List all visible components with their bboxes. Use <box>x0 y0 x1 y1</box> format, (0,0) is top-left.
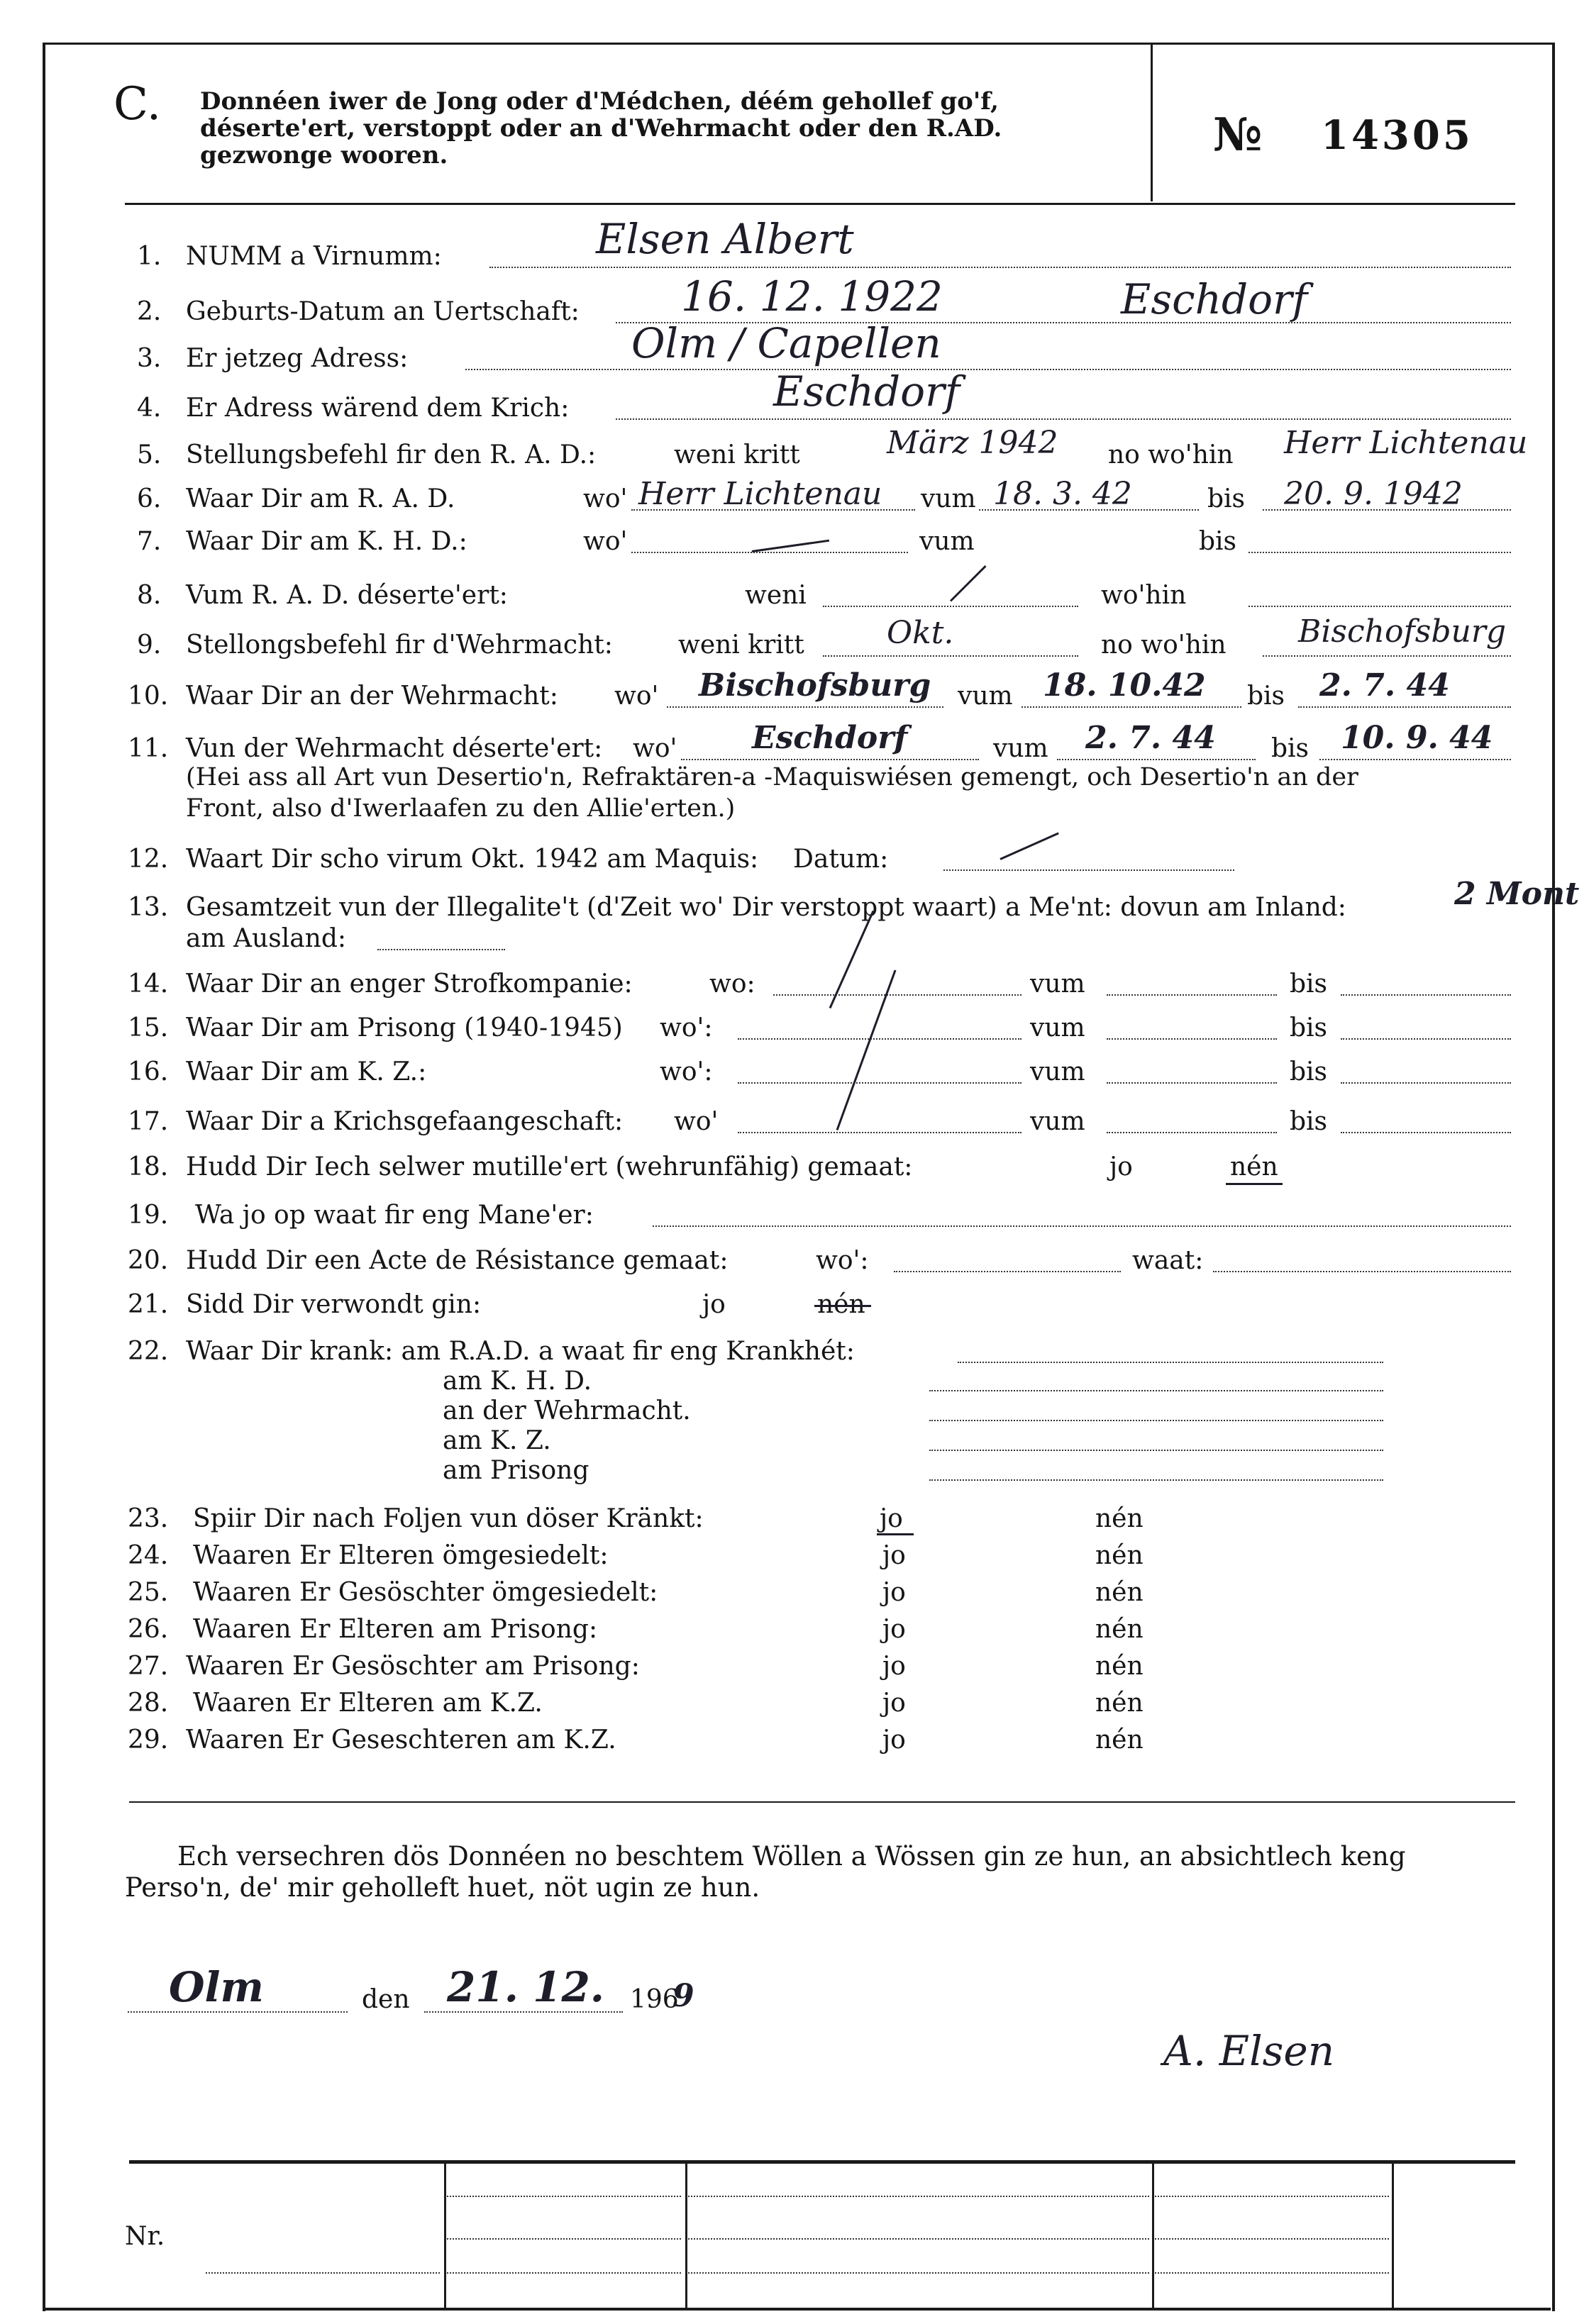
field-line <box>958 1362 1383 1363</box>
field-label: wo': <box>816 1246 869 1275</box>
handwritten-wehrmacht-order-date: Okt. <box>887 615 954 651</box>
handwritten-desertion-to: 10. 9. 44 <box>1341 720 1493 756</box>
field-label: vum <box>993 734 1048 763</box>
field-line <box>1057 759 1256 760</box>
field-label: bis <box>1207 484 1246 513</box>
row-number: 3. <box>137 344 162 373</box>
handwritten-inland-duration: 2 Mont <box>1454 876 1580 912</box>
option-jo: jo <box>882 1725 906 1755</box>
field-label: Waar Dir am K. H. D.: <box>186 527 467 556</box>
row-number: 5. <box>137 440 162 469</box>
row-number: 12. <box>128 845 169 874</box>
row-number: 21. <box>128 1290 169 1319</box>
field-label: Waar Dir am R. A. D. <box>186 484 455 513</box>
row-number: 16. <box>128 1057 169 1086</box>
field-label: wo' <box>614 682 659 711</box>
field-label: vum <box>919 527 975 556</box>
field-line <box>1248 606 1511 607</box>
field-line <box>681 759 979 760</box>
field-line <box>1319 759 1511 760</box>
field-label: Waaren Er Elteren ömgesiedelt: <box>193 1541 609 1570</box>
handwritten-war-address: Eschdorf <box>773 367 960 416</box>
footer-line <box>206 2272 440 2274</box>
field-label: Sidd Dir verwondt gin: <box>186 1290 482 1319</box>
handwritten-current-address: Olm / Capellen <box>631 319 941 367</box>
field-line <box>667 706 943 708</box>
handwritten-rad-to: 20. 9. 1942 <box>1284 476 1463 512</box>
year-prefix: 196 <box>630 1985 679 2014</box>
footer-line <box>688 2272 1149 2274</box>
handwritten-year-digit: 9 <box>672 1978 694 2014</box>
field-line <box>823 655 1078 657</box>
handwritten-desertion-where: Eschdorf <box>752 720 908 756</box>
number-sign: № <box>1213 109 1263 162</box>
field-sublabel: an der Wehrmacht. <box>443 1396 691 1425</box>
handwritten-rad-date: März 1942 <box>887 425 1058 461</box>
field-label: Gesamtzeit vun der Illegalite't (d'Zeit wo' Dir verstoppt waart) a Me'nt: dovun am Inland: <box>186 893 1346 922</box>
field-label: Waaren Er Gesöschter am Prisong: <box>186 1652 640 1681</box>
handwritten-sign-date: 21. 12. <box>447 1963 605 2011</box>
row-number: 6. <box>137 484 162 513</box>
field-label: weni kritt <box>674 440 800 469</box>
field-label: Er Adress wärend dem Krich: <box>186 394 570 423</box>
field-label: vum <box>958 682 1013 711</box>
footer-line <box>447 2196 681 2197</box>
field-line <box>616 418 1511 420</box>
field-label: wo': <box>660 1057 713 1086</box>
field-label: weni kritt <box>678 630 804 660</box>
field-label: Waar Dir a Krichsgefaangeschaft: <box>186 1107 624 1136</box>
field-line <box>943 869 1234 871</box>
field-line <box>929 1479 1383 1481</box>
header-intro: Donnéen iwer de Jong oder d'Médchen, déém gehollef go'f, déserte'ert, verstoppt oder an d'Wehrmacht oder den R.AD. gezwonge wooren. <box>200 87 1002 169</box>
selection-underline <box>877 1533 914 1535</box>
option-nen: nén <box>1095 1578 1144 1607</box>
handwritten-wehrmacht-where: Bischofsburg <box>699 667 931 704</box>
field-label: Waaren Er Elteren am Prisong: <box>193 1615 598 1644</box>
field-label: wo' <box>583 484 628 513</box>
footer-col-divider <box>444 2163 446 2308</box>
option-nen-selected: nén <box>1230 1152 1278 1182</box>
option-jo-selected: jo <box>880 1504 903 1533</box>
row-number: 2. <box>137 297 162 326</box>
field-line <box>738 1132 1022 1133</box>
field-label: vum <box>1030 1057 1085 1086</box>
field-line <box>1107 994 1277 996</box>
field-label: wo': <box>660 1013 713 1043</box>
footer-col-divider <box>685 2163 687 2308</box>
field-label: Waar Dir an der Wehrmacht: <box>186 682 558 711</box>
field-note: Front, also d'Iwerlaafen zu den Allie'erten.) <box>186 794 736 823</box>
row-number: 24. <box>128 1541 169 1570</box>
field-label: waat: <box>1132 1246 1204 1275</box>
handwritten-sign-place: Olm <box>169 1963 264 2011</box>
option-jo: jo <box>882 1541 906 1570</box>
field-label: bis <box>1247 682 1285 711</box>
field-line <box>128 2011 348 2013</box>
field-line <box>424 2011 623 2013</box>
footer-line <box>688 2196 1149 2197</box>
field-line <box>773 994 1022 996</box>
declaration-text: Perso'n, de' mir geholleft huet, nöt ugin ze hun. <box>125 1872 760 1903</box>
field-sublabel: am K. H. D. <box>443 1367 592 1396</box>
row-number: 25. <box>128 1578 169 1607</box>
field-note: (Hei ass all Art vun Desertio'n, Refraktären-a -Maquiswiésen gemengt, och Desertio'n an der <box>186 763 1358 791</box>
handwritten-wehrmacht-to: 2. 7. 44 <box>1319 667 1450 704</box>
row-number: 23. <box>128 1504 169 1533</box>
field-label: am Ausland: <box>186 924 347 953</box>
row-number: 29. <box>128 1725 169 1755</box>
field-line <box>1107 1132 1277 1133</box>
row-number: 9. <box>137 630 162 660</box>
footer-col-divider <box>1392 2163 1394 2308</box>
row-number: 8. <box>137 581 162 610</box>
option-jo: jo <box>702 1290 726 1319</box>
handwritten-birth-date: 16. 12. 1922 <box>681 272 943 321</box>
footer-line <box>447 2272 681 2274</box>
row-number: 18. <box>128 1152 169 1182</box>
field-line <box>377 949 505 950</box>
field-label: den <box>362 1985 410 2014</box>
field-line <box>1263 655 1511 657</box>
field-line <box>738 1082 1022 1084</box>
field-label: Vum R. A. D. déserte'ert: <box>186 581 508 610</box>
field-label: bis <box>1290 969 1328 999</box>
field-label: no wo'hin <box>1101 630 1227 660</box>
field-line <box>929 1390 1383 1391</box>
handwritten-birth-place: Eschdorf <box>1121 275 1308 323</box>
field-label: bis <box>1290 1013 1328 1043</box>
field-label: wo' <box>583 527 628 556</box>
option-jo: jo <box>882 1578 906 1607</box>
field-label: Spiir Dir nach Foljen vun döser Kränkt: <box>193 1504 704 1533</box>
footer-rule <box>129 2160 1515 2164</box>
field-label: vum <box>1030 1107 1085 1136</box>
option-nen: nén <box>1095 1615 1144 1644</box>
footer-line <box>447 2238 681 2240</box>
field-line <box>489 267 1511 268</box>
header-rule <box>125 203 1515 205</box>
option-nen: nén <box>1095 1504 1144 1533</box>
handwritten-rad-from: 18. 3. 42 <box>993 476 1132 512</box>
field-line <box>929 1420 1383 1421</box>
field-label: bis <box>1199 527 1237 556</box>
option-nen: nén <box>1095 1541 1144 1570</box>
declaration-text: Ech versechren dös Donnéen no beschtem Wöllen a Wössen gin ze hun, an absichtlech keng <box>177 1841 1406 1872</box>
field-label: Waar Dir am Prisong (1940-1945) <box>186 1013 623 1043</box>
field-label: Waar Dir an enger Strofkompanie: <box>186 969 633 999</box>
field-label: Er jetzeg Adress: <box>186 344 409 373</box>
row-number: 13. <box>128 893 169 922</box>
option-jo: jo <box>1109 1152 1133 1182</box>
option-jo: jo <box>882 1689 906 1718</box>
selection-underline <box>1226 1183 1283 1185</box>
option-jo: jo <box>882 1615 906 1644</box>
field-label: Stellongsbefehl fir d'Wehrmacht: <box>186 630 613 660</box>
row-number: 1. <box>137 242 162 271</box>
option-nen: nén <box>1095 1689 1144 1718</box>
field-label: Waaren Er Elteren am K.Z. <box>193 1689 543 1718</box>
field-line <box>929 1450 1383 1451</box>
field-label: Waaren Er Gesöschter ömgesiedelt: <box>193 1578 658 1607</box>
field-label: NUMM a Virnumm: <box>186 242 442 271</box>
field-line <box>631 552 908 553</box>
row-number: 4. <box>137 394 162 423</box>
field-label: Waar Dir am K. Z.: <box>186 1057 427 1086</box>
handwritten-desertion-from: 2. 7. 44 <box>1085 720 1216 756</box>
field-label: Vun der Wehrmacht déserte'ert: <box>186 734 603 763</box>
field-line <box>1248 552 1511 553</box>
field-line <box>1107 1038 1277 1040</box>
footer-line <box>1155 2238 1389 2240</box>
field-label: Stellungsbefehl fir den R. A. D.: <box>186 440 597 469</box>
footer-col-divider <box>1152 2163 1154 2308</box>
field-sublabel: am K. Z. <box>443 1426 551 1455</box>
field-label: wo' <box>633 734 677 763</box>
field-label: Waart Dir scho virum Okt. 1942 am Maquis: <box>186 845 759 874</box>
field-label: vum <box>1030 969 1085 999</box>
selection-strike <box>814 1305 871 1307</box>
footer-line <box>688 2238 1149 2240</box>
field-label: Waar Dir krank: am R.A.D. a waat fir eng Krankhét: <box>186 1337 855 1366</box>
row-number: 17. <box>128 1107 169 1136</box>
field-label: wo: <box>709 969 755 999</box>
row-number: 14. <box>128 969 169 999</box>
option-nen: nén <box>1095 1652 1144 1681</box>
field-line <box>653 1225 1511 1227</box>
field-line <box>1107 1082 1277 1084</box>
field-label: vum <box>1030 1013 1085 1043</box>
field-label: bis <box>1290 1057 1328 1086</box>
option-jo: jo <box>882 1652 906 1681</box>
row-number: 27. <box>128 1652 169 1681</box>
footer-line <box>1155 2272 1389 2274</box>
option-nen-selected: nén <box>817 1290 865 1319</box>
handwritten-wehrmacht-from: 18. 10.42 <box>1043 667 1206 704</box>
row-number: 10. <box>128 682 169 711</box>
field-line <box>823 606 1078 607</box>
field-label: Wa jo op waat fir eng Mane'er: <box>195 1201 594 1230</box>
section-rule <box>129 1801 1515 1803</box>
field-label: Geburts-Datum an Uertschaft: <box>186 297 580 326</box>
field-label: Hudd Dir een Acte de Résistance gemaat: <box>186 1246 729 1275</box>
field-line <box>1341 1132 1511 1133</box>
footer-nr-label: Nr. <box>125 2222 165 2251</box>
row-number: 19. <box>128 1201 169 1230</box>
row-number: 20. <box>128 1246 169 1275</box>
handwritten-rad-where: Herr Lichtenau <box>638 476 882 512</box>
field-line <box>1341 1082 1511 1084</box>
field-line <box>894 1271 1121 1272</box>
field-line <box>1022 706 1241 708</box>
field-line <box>1213 1271 1511 1272</box>
option-nen: nén <box>1095 1725 1144 1755</box>
field-label: wo' <box>674 1107 719 1136</box>
row-number: 28. <box>128 1689 169 1718</box>
field-label: Hudd Dir Iech selwer mutille'ert (wehrunfähig) gemaat: <box>186 1152 913 1182</box>
field-label: Waaren Er Geseschteren am K.Z. <box>186 1725 616 1755</box>
field-label: wo'hin <box>1101 581 1187 610</box>
handwritten-signature: A. Elsen <box>1163 2027 1335 2075</box>
header-divider <box>1151 44 1153 201</box>
field-label: Datum: <box>793 845 889 874</box>
field-label: vum <box>921 484 976 513</box>
field-line <box>1341 994 1511 996</box>
footer-line <box>1155 2196 1389 2197</box>
row-number: 15. <box>128 1013 169 1043</box>
row-number: 11. <box>128 734 169 763</box>
field-line <box>1298 706 1511 708</box>
field-sublabel: am Prisong <box>443 1456 589 1485</box>
handwritten-rad-place: Herr Lichtenau <box>1284 425 1528 461</box>
page-bottom-rule <box>44 2308 1551 2311</box>
section-letter: C. <box>114 78 162 130</box>
row-number: 22. <box>128 1337 169 1366</box>
field-line <box>465 369 1511 370</box>
row-number: 7. <box>137 527 162 556</box>
handwritten-wehrmacht-order-place: Bischofsburg <box>1298 613 1507 650</box>
field-label: no wo'hin <box>1108 440 1234 469</box>
field-line <box>1341 1038 1511 1040</box>
handwritten-name: Elsen Albert <box>596 215 854 263</box>
field-label: bis <box>1290 1107 1328 1136</box>
field-line <box>738 1038 1022 1040</box>
field-label: bis <box>1271 734 1310 763</box>
field-label: weni <box>745 581 807 610</box>
row-number: 26. <box>128 1615 169 1644</box>
form-number: 14305 <box>1321 112 1473 159</box>
